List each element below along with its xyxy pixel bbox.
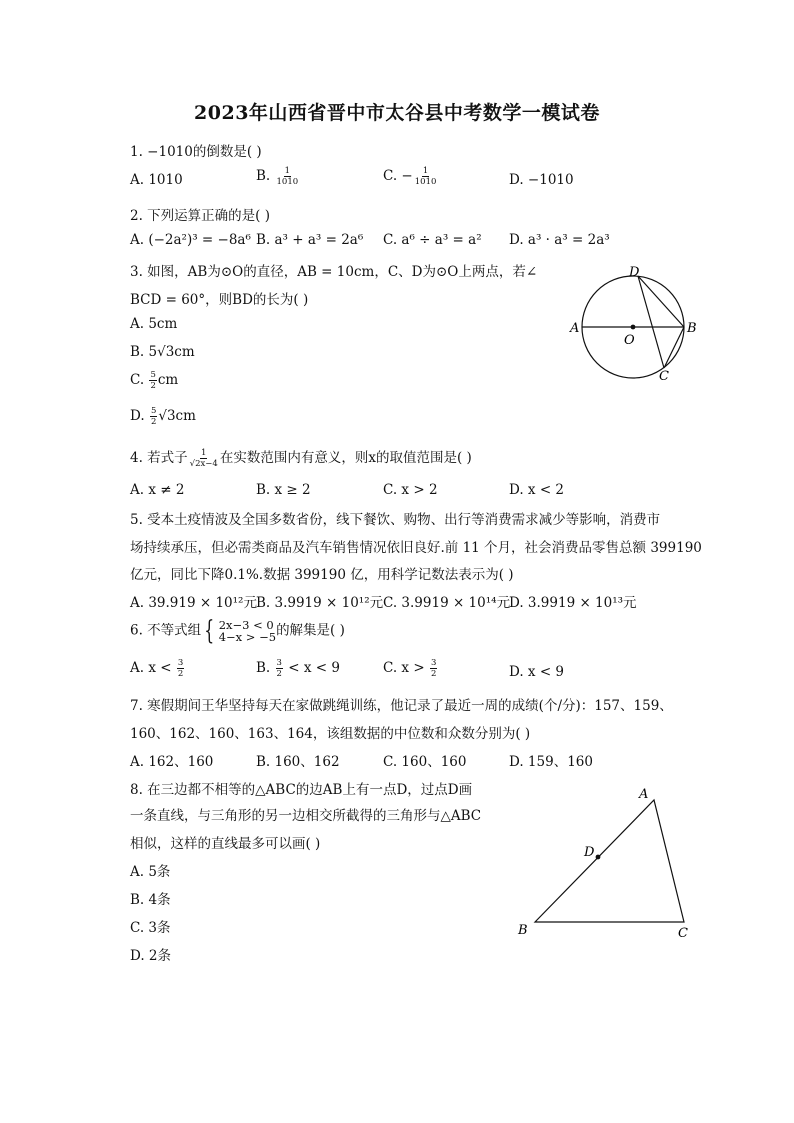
point-d [596, 855, 601, 860]
q7-option-b: B. 160、162 [256, 754, 340, 770]
label-a: A [570, 321, 580, 336]
q1-option-b: B. $\frac{1}{1010}$ [256, 166, 299, 187]
q6-stem: 6. 不等式组 { 2x−3 < 0 4−x > −5 的解集是( ) [130, 616, 345, 646]
q8-line3: 相似，这样的直线最多可以画( ) [130, 836, 321, 852]
q7-option-d: D. 159、160 [509, 754, 593, 770]
q8-option-d: D. 2条 [130, 948, 172, 964]
q8-option-a: A. 5条 [130, 864, 171, 880]
q2-option-b: B. a³ + a³ = 2a⁶ [256, 232, 364, 248]
q5-line3: 亿元，同比下降0.1%.数据 399190 亿，用科学记数法表示为( ) [130, 567, 514, 583]
label-c: C [659, 369, 669, 384]
q2-option-d: D. a³ · a³ = 2a³ [509, 232, 610, 248]
q4-option-a: A. x ≠ 2 [130, 482, 185, 498]
q4-option-b: B. x ≥ 2 [256, 482, 311, 498]
q8-option-c: C. 3条 [130, 920, 171, 936]
q6-option-a: A. x < $\frac{3}{2}$ [130, 658, 184, 679]
q5-line1: 5. 受本土疫情波及全国多数省份，线下餐饮、购物、出行等消费需求减少等影响，消费市 [130, 512, 661, 528]
label-b: B [518, 923, 528, 938]
q5-option-a: A. 39.919 × 10¹²元 [130, 595, 257, 611]
label-b: B [687, 321, 697, 336]
label-a: A [639, 787, 649, 802]
q5-option-b: B. 3.9919 × 10¹²元 [256, 595, 384, 611]
q2-option-c: C. a⁶ ÷ a³ = a² [383, 232, 482, 248]
label-d: D [629, 265, 640, 280]
q7-option-a: A. 162、160 [130, 754, 214, 770]
q3-option-b: B. 5√3cm [130, 344, 195, 360]
chord-bc [664, 327, 684, 368]
q1-stem: 1. −1010的倒数是( ) [130, 144, 262, 160]
q3-option-a: A. 5cm [130, 316, 178, 332]
q1-option-a: A. 1010 [130, 172, 183, 188]
q2-stem: 2. 下列运算正确的是( ) [130, 208, 270, 224]
label-c: C [678, 926, 688, 941]
q7-option-c: C. 160、160 [383, 754, 467, 770]
inequality-system: { 2x−3 < 0 4−x > −5 [204, 616, 277, 646]
q8-triangle-figure [508, 782, 708, 942]
q7-line2: 160、162、160、163、164，该组数据的中位数和众数分别为( ) [130, 726, 531, 742]
q1-option-c: C. − $\frac{1}{1010}$ [383, 166, 437, 187]
q5-option-d: D. 3.9919 × 10¹³元 [509, 595, 637, 611]
q4-stem: 4. 若式子 $\frac{1}{√2x-4}$ 在实数范围内有意义，则x的取值范围是( ) [130, 448, 472, 469]
q3-stem-line2: BCD = 60°，则BD的长为( ) [130, 292, 309, 308]
q6-option-c: C. x > $\frac{3}{2}$ [383, 658, 437, 679]
q8-line2: 一条直线，与三角形的另一边相交所截得的三角形与△ABC [130, 808, 482, 824]
q6-option-b: B. $\frac{3}{2}$ < x < 9 [256, 658, 340, 679]
label-d: D [584, 845, 595, 860]
triangle-abc [535, 800, 684, 922]
q7-line1: 7. 寒假期间王华坚持每天在家做跳绳训练，他记录了最近一周的成绩(个/分)：157、159、 [130, 698, 673, 714]
q2-option-a: A. (−2a²)³ = −8a⁶ [130, 232, 251, 248]
q3-option-c: C. $\frac{5}{2}$ cm [130, 370, 179, 391]
q6-option-d: D. x < 9 [509, 664, 565, 680]
q4-option-d: D. x < 2 [509, 482, 565, 498]
q8-line1: 8. 在三边都不相等的△ABC的边AB上有一点D，过点D画 [130, 782, 473, 798]
q5-option-c: C. 3.9919 × 10¹⁴元 [383, 595, 511, 611]
center-point [631, 325, 636, 330]
q3-stem-line1: 3. 如图，AB为⊙O的直径，AB = 10cm，C、D为⊙O上两点，若∠ [130, 264, 538, 280]
q3-option-d: D. $\frac{5}{2}$ √3cm [130, 406, 196, 427]
q4-option-c: C. x > 2 [383, 482, 438, 498]
page-title: 2023年山西省晋中市太谷县中考数学一模试卷 [194, 102, 600, 124]
label-o: O [624, 333, 635, 348]
q1-option-d: D. −1010 [509, 172, 574, 188]
q3-circle-figure [560, 262, 710, 386]
q5-line2: 场持续承压，但必需类商品及汽车销售情况依旧良好.前 11 个月，社会消费品零售总额 399190 [130, 540, 702, 556]
q8-option-b: B. 4条 [130, 892, 171, 908]
